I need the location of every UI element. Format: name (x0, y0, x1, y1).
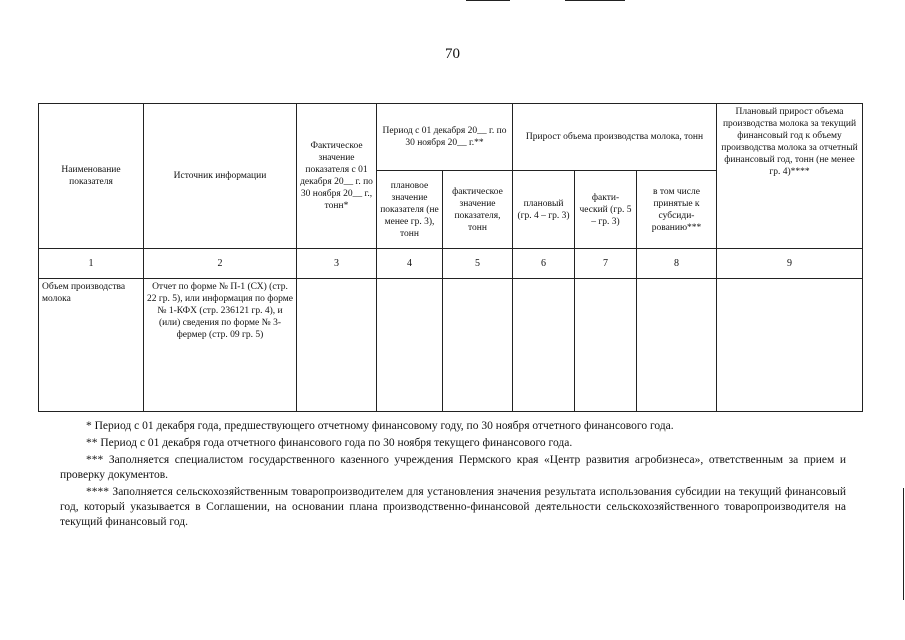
scan-edge-right (903, 488, 904, 600)
header-growth-subsidy: в том числе принятые к субсиди-рованию*** (637, 171, 717, 249)
column-number: 4 (377, 249, 443, 279)
footnote-2: ** Период с 01 декабря года отчетного финансового года по 30 ноября текущего финансового года. (86, 437, 573, 449)
empty-cell (377, 279, 443, 412)
footnote-4: **** Заполняется сельскохозяйственным товаропроизводителем для установления значения результата использования субсидии на текущий финансовый год, который указывается в Соглашении, на основании плана производственно-финансовой деятельности сельскохозяйственного товаропроизводителя на текущий финансовый год. (60, 486, 846, 528)
footnote-1: * Период с 01 декабря года, предшествующего отчетному финансовому году, по 30 ноября отчетного финансового года. (86, 420, 674, 432)
column-number: 6 (513, 249, 575, 279)
column-number: 1 (39, 249, 144, 279)
header-period-fact: фактическое значение показателя, тонн (443, 171, 513, 249)
header-indicator-name: Наименование показателя (39, 104, 144, 249)
header-growth-group: Прирост объема производства молока, тонн (513, 104, 717, 171)
header-info-source: Источник информации (144, 104, 297, 249)
footnote-3: *** Заполняется специалистом государственного казенного учреждения Пермского края «Центр развития агробизнеса», ответственным за прием и проверку документов. (60, 454, 846, 481)
header-growth-fact: факти-ческий (гр. 5 – гр. 3) (575, 171, 637, 249)
empty-cell (443, 279, 513, 412)
header-period-group: Период с 01 декабря 20__ г. по 30 ноября 20__ г.** (377, 104, 513, 171)
indicator-name-cell: Объем производства молока (39, 279, 144, 412)
column-number: 9 (717, 249, 863, 279)
indicator-table (38, 103, 863, 412)
table-row (39, 279, 863, 412)
empty-cell (297, 279, 377, 412)
header-planned-growth-current-year: Плановый прирост объема производства молока за текущий финансовый год к объему производства молока за отчетный финансовый год, тонн (не менее гр. 4)**** (717, 104, 863, 249)
scan-edge-top (565, 0, 625, 1)
header-actual-value: Фактическое значение показателя с 01 декабря 20__ г. по 30 ноября 20__ г., тонн* (297, 104, 377, 249)
footnotes (60, 419, 846, 532)
empty-cell (513, 279, 575, 412)
info-source-cell: Отчет по форме № П-1 (СХ) (стр. 22 гр. 5), или информация по форме № 1-КФХ (стр. 236121 гр. 4), и (или) сведения по форме № 3-фермер (стр. 09 гр. 5) (144, 279, 297, 412)
empty-cell (717, 279, 863, 412)
header-period-plan: плановое значение показателя (не менее гр. 3), тонн (377, 171, 443, 249)
column-number: 7 (575, 249, 637, 279)
column-number: 3 (297, 249, 377, 279)
page-number: 70 (445, 46, 460, 62)
header-growth-plan: плановый (гр. 4 – гр. 3) (513, 171, 575, 249)
empty-cell (575, 279, 637, 412)
empty-cell (637, 279, 717, 412)
column-number: 2 (144, 249, 297, 279)
column-number: 8 (637, 249, 717, 279)
column-number: 5 (443, 249, 513, 279)
column-number-row (39, 249, 863, 279)
scan-edge-top (466, 0, 510, 1)
